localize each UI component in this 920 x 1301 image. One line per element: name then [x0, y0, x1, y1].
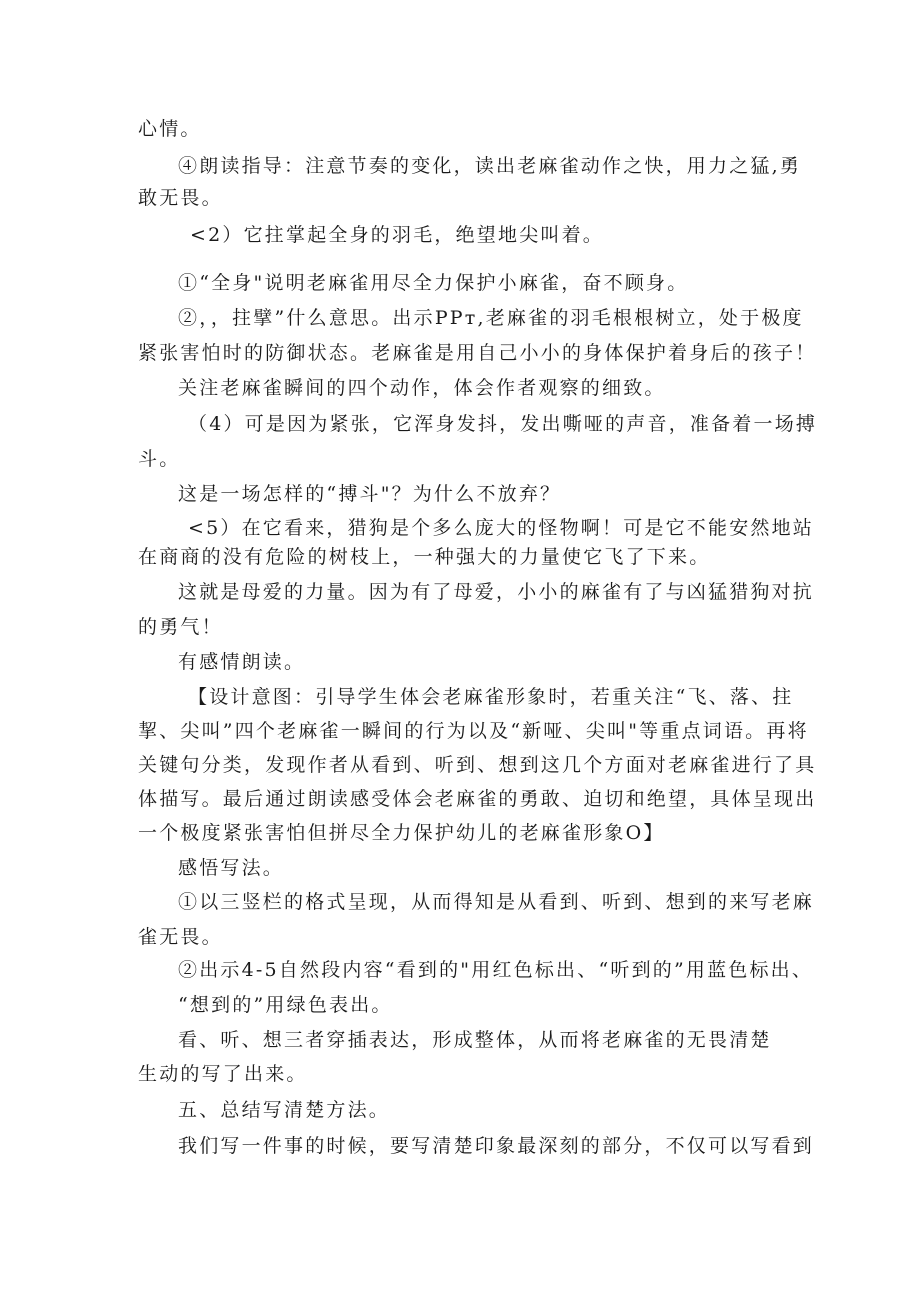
- text-line: 这就是母爱的力量。因为有了母爱，小小的麻雀有了与凶猛猎狗对抗: [178, 581, 815, 603]
- text-line: <2）它拄掌起全身的羽毛，绝望地尖叫着。: [190, 224, 605, 246]
- text-line: ①“全身"说明老麻雀用尽全力保护小麻雀，奋不顾身。: [178, 272, 689, 294]
- design-intent-block: 体描写。最后通过朗读感受体会老麻雀的勇敢、迫切和绝望，具体呈现出: [138, 788, 817, 810]
- text-line: ④朗读指导：注意节奏的变化，读出老麻雀动作之快，用力之猛,勇: [178, 155, 802, 177]
- design-intent-block: 挈、尖叫”四个老麻雀一瞬间的行为以及“新哑、尖叫"等重点词语。再将: [138, 720, 809, 742]
- text-line: <5）在它看来，猎狗是个多么庞大的怪物啊！可是它不能安然地站: [188, 517, 815, 539]
- text-line: 看、听、想三者穿插表达，形成整体，从而将老麻雀的无畏清楚: [178, 1029, 772, 1051]
- text-line: 紧张害怕时的防御状态。老麻雀是用自己小小的身体保护着身后的孩子！: [138, 342, 817, 364]
- design-intent-block: 一个极度紧张害怕但拼尽全力保护幼儿的老麻雀形象O】: [138, 822, 665, 844]
- text-line: ②，，拄擘”什么意思。出示PPт,老麻雀的羽毛根根树立，处于极度: [178, 307, 804, 329]
- text-line: ②出示4-5自然段内容“看到的"用红色标出、“听到的”用蓝色标出、: [178, 959, 814, 981]
- text-line: 斗。: [138, 448, 181, 470]
- text-line: （4）可是因为紧张，它浑身发抖，发出嘶哑的声音，准备着一场搏: [188, 413, 818, 435]
- text-line: 在商商的没有危险的树枝上，一种强大的力量使它飞了下来。: [138, 546, 711, 568]
- text-line: 雀无畏。: [138, 926, 223, 948]
- text-line: 敢无畏。: [138, 187, 223, 209]
- text-line: 有感情朗读。: [178, 651, 306, 673]
- design-intent-block: 关键句分类，发现作者从看到、听到、想到这几个方面对老麻雀进行了具: [138, 754, 817, 776]
- text-line: 感悟写法。: [178, 857, 285, 879]
- text-line: 的勇气！: [138, 616, 223, 638]
- text-line: “想到的”用绿色表出。: [178, 994, 393, 1016]
- text-line: 关注老麻雀瞬间的四个动作，体会作者观察的细致。: [178, 377, 666, 399]
- text-line: 这是一场怎样的“搏斗"？为什么不放弃？: [178, 483, 562, 505]
- text-line: ①以三竖栏的格式呈现，从而得知是从看到、听到、想到的来写老麻: [178, 891, 815, 913]
- text-line: 心情。: [138, 118, 202, 140]
- section-heading: 五、总结写清楚方法。: [178, 1099, 391, 1121]
- design-intent-block: 【设计意图：引导学生体会老麻雀形象时，若重关注“飞、落、拄: [188, 686, 794, 708]
- text-line: 生动的写了出来。: [138, 1063, 308, 1085]
- text-line: 我们写一件事的时候，要写清楚印象最深刻的部分，不仅可以写看到: [178, 1135, 815, 1157]
